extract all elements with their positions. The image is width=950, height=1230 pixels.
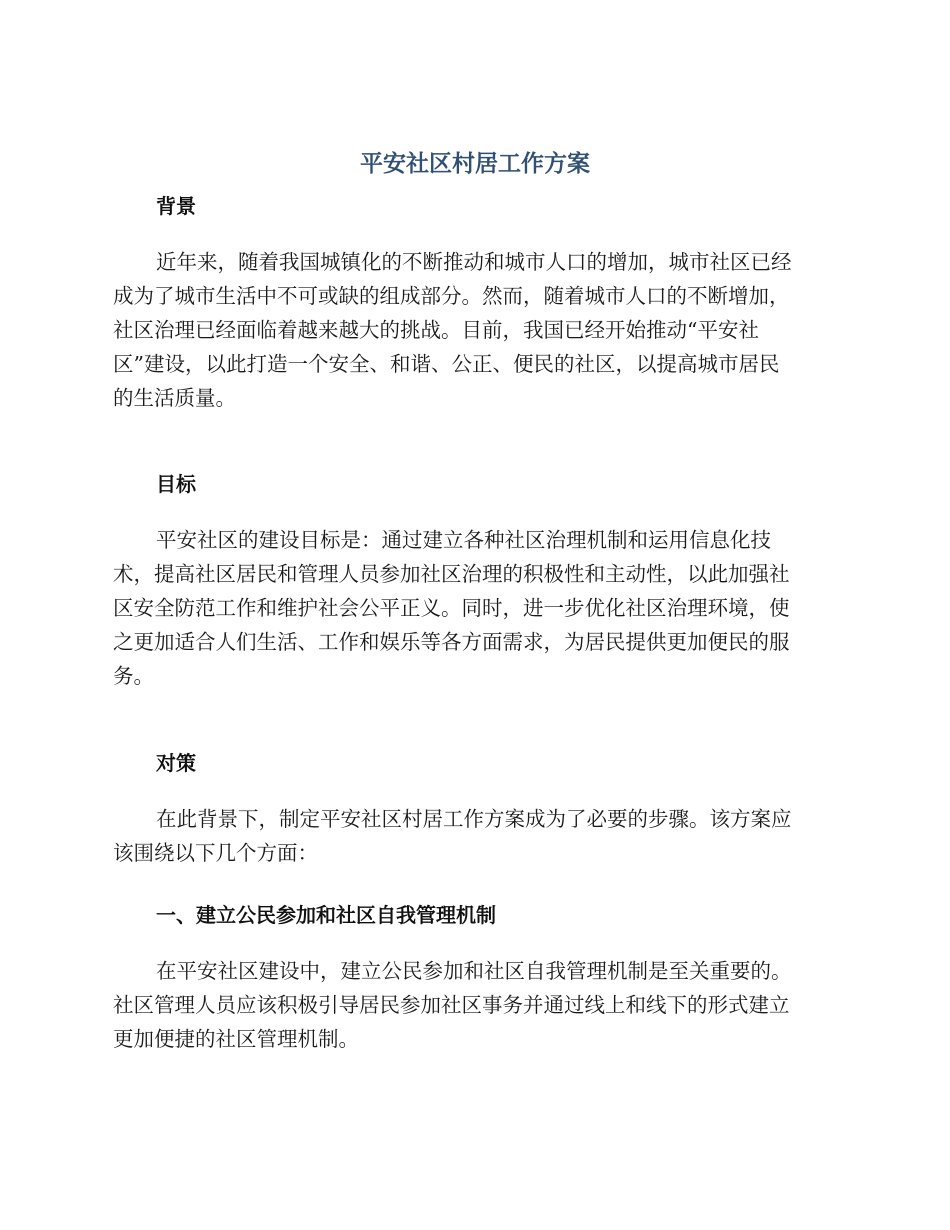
section-heading-measures: 对策 [156, 751, 196, 775]
section-paragraph-citizen-participation [113, 954, 833, 1056]
paragraph-line: 务。 [113, 664, 154, 688]
paragraph-line: 术，提高社区居民和管理人员参加社区治理的积极性和主动性，以此加强社 [113, 562, 790, 586]
paragraph-line: 在此背景下，制定平安社区村居工作方案成为了必要的步骤。该方案应 [156, 807, 792, 831]
section-paragraph-background [113, 245, 833, 415]
section-heading-goals: 目标 [156, 472, 196, 496]
paragraph-line: 在平安社区建设中，建立公民参加和社区自我管理机制是至关重要的。 [156, 959, 792, 983]
paragraph-line: 之更加适合人们生活、工作和娱乐等各方面需求，为居民提供更加便民的服 [113, 630, 790, 654]
paragraph-line: 更加便捷的社区管理机制。 [113, 1027, 359, 1051]
section-heading-citizen-participation: 一、建立公民参加和社区自我管理机制 [156, 903, 496, 927]
section-paragraph-measures [113, 802, 833, 870]
paragraph-line: 成为了城市生活中不可或缺的组成部分。然而，随着城市人口的不断增加， [113, 284, 790, 308]
paragraph-line: 平安社区的建设目标是：通过建立各种社区治理机制和运用信息化技 [156, 528, 771, 552]
paragraph-line: 该围绕以下几个方面： [113, 841, 318, 865]
document-title: 平安社区村居工作方案 [360, 151, 590, 177]
paragraph-line: 区”建设，以此打造一个安全、和谐、公正、便民的社区，以提高城市居民 [113, 352, 780, 376]
paragraph-line: 区安全防范工作和维护社会公平正义。同时，进一步优化社区治理环境，使 [113, 596, 790, 620]
paragraph-line: 近年来，随着我国城镇化的不断推动和城市人口的增加，城市社区已经 [156, 250, 792, 274]
paragraph-line: 的生活质量。 [113, 386, 236, 410]
paragraph-line: 社区管理人员应该积极引导居民参加社区事务并通过线上和线下的形式建立 [113, 993, 790, 1017]
section-paragraph-goals [113, 523, 833, 693]
paragraph-line: 社区治理已经面临着越来越大的挑战。目前，我国已经开始推动“平安社 [113, 318, 759, 342]
section-heading-background: 背景 [156, 194, 196, 218]
